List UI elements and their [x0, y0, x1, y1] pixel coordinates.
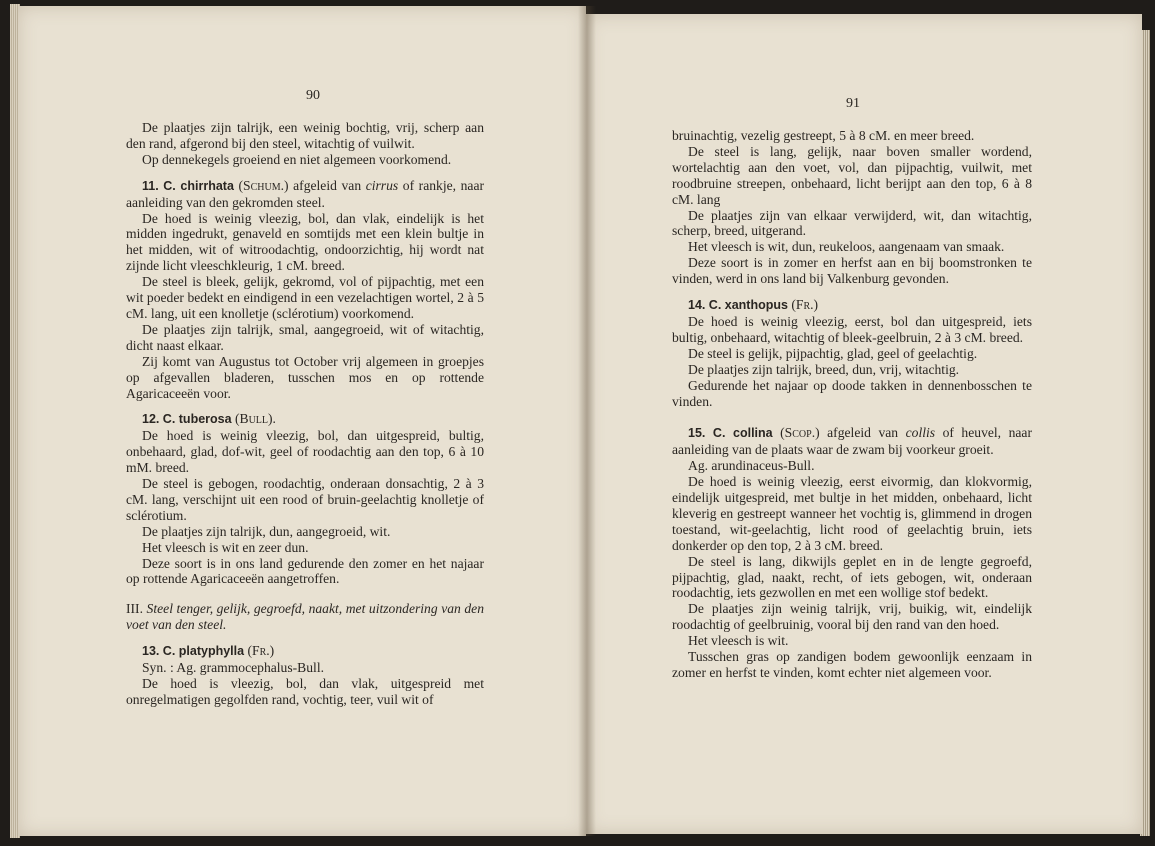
species-author: (Fr.): [247, 643, 275, 659]
entry-number: 14.: [688, 298, 706, 313]
species-author: (Bull).: [234, 411, 276, 427]
paragraph: Deze soort is in zomer en herfst aan en bij boomstronken te vinden, werd in ons land bij Valkenburg gevonden.: [672, 255, 1032, 287]
paragraph: De plaatjes zijn talrijk, een weinig bochtig, vrij, scherp aan den rand, afgerond bij den steel, witachtig of vuilwit.: [126, 120, 484, 151]
paragraph: De steel is gelijk, pijpachtig, glad, geel of geelachtig.: [688, 345, 978, 361]
etymology-italic: collis: [905, 425, 936, 441]
paragraph: De plaatjes zijn van elkaar verwijderd, wit, dan witachtig, scherp, breed, uitgerand.: [672, 207, 1032, 239]
species-entry-12: [126, 411, 484, 428]
entry-number: 13.: [142, 644, 160, 659]
species-name: C. tuberosa: [162, 412, 232, 427]
etymology-text: of heuvel, naar aanleiding van de plaats waar de zwam bij voorkeur groeit.: [672, 425, 1032, 458]
book-gutter: [578, 6, 596, 836]
paragraph: De hoed is vleezig, bol, dan vlak, uitgespreid met onregelmatigen gegolfden rand, vochtig, teer, vuil wit of: [126, 676, 484, 707]
species-entry-13: [126, 643, 484, 660]
paragraph: De steel is lang, dikwijls geplet en in de lengte gegroefd, pijpachtig, glad, naakt, recht, of iets gebogen, wit, onderaan roodachtig, iets gezwollen en met een wollige stof bedekt.: [672, 553, 1032, 601]
right-page: [586, 14, 1142, 834]
right-page-text: [672, 128, 1032, 681]
paragraph: Tusschen gras op zandigen bodem gewoonlijk eenzaam in zomer en herfst te vinden, komt echter niet algemeen voor.: [672, 649, 1032, 680]
paragraph: De hoed is weinig vleezig, eerst, bol dan uitgespreid, iets bultig, onbehaard, witachtig of bleek-geelbruin, 2 à 3 cM. breed.: [672, 313, 1032, 345]
species-author: (Schum.): [238, 177, 289, 193]
paragraph: De plaatjes zijn talrijk, breed, dun, vrij, witachtig.: [688, 361, 960, 377]
paragraph: Deze soort is in ons land gedurende den zomer en het najaar op rottende Agaricaceeën aangetroffen.: [126, 555, 484, 587]
species-author: (Scop.): [780, 425, 820, 441]
section-numeral: III.: [126, 601, 143, 617]
species-entry-14: [672, 297, 1032, 314]
paragraph: De plaatjes zijn weinig talrijk, vrij, buikig, wit, eindelijk roodachtig of geelbruinig, vooral bij den rand van den hoed.: [672, 601, 1032, 633]
paragraph: De plaatjes zijn talrijk, dun, aangegroeid, wit.: [142, 523, 391, 539]
paragraph: Het vleesch is wit.: [688, 633, 789, 649]
paragraph: De hoed is weinig vleezig, bol, dan vlak, eindelijk is het midden ingedrukt, genaveld en somtijds met een klein bultje in het midden, wit of witroodachtig, ondoorzichtig, hij wordt nat zijnde licht vleeschkleurig, 1 cM. breed.: [126, 210, 484, 274]
species-entry-11: [126, 178, 484, 211]
species-name: C. chirrhata: [163, 178, 234, 193]
paragraph: De hoed is weinig vleezig, eerst eivormig, dan klokvormig, eindelijk uitgespreid, met bultje in het midden, onbehaard, licht kleverig en gestreept wanneer het vochtig is, glimmend in drogen toestand, wit-geelachtig, licht rood of geelachtig bruin, iets donkerder op den top, 2 à 3 cM. breed.: [672, 474, 1032, 553]
species-name: C. xanthopus: [708, 298, 788, 313]
etymology-text: of rankje, naar aanleiding van den gekromden steel.: [126, 177, 485, 210]
paragraph: De steel is bleek, gelijk, gekromd, vol of pijpachtig, met een wit poeder bedekt en eindigend in een vezelachtigen wortel, 2 à 5 cM. lang, uit een knolletje (sclérotium) voorkomend.: [126, 274, 484, 321]
section-text: Steel tenger, gelijk, gegroefd, naakt, met uitzondering van den voet van den steel.: [126, 601, 484, 633]
synonym: Ag. arundinaceus-Bull.: [688, 458, 815, 474]
paragraph: Gedurende het najaar op doode takken in dennenbosschen te vinden.: [672, 377, 1032, 409]
species-author: (Fr.): [791, 297, 819, 313]
entry-number: 15.: [688, 426, 706, 441]
etymology-text: afgeleid van: [819, 425, 906, 441]
entry-number: 12.: [142, 412, 160, 427]
section-heading: [126, 601, 484, 633]
page-number-right: 91: [846, 96, 860, 111]
paragraph: bruinachtig, vezelig gestreept, 5 à 8 cM. en meer breed.: [672, 128, 975, 143]
paragraph: De plaatjes zijn talrijk, smal, aangegroeid, wit of witachtig, dicht naast elkaar.: [126, 321, 484, 353]
species-name: C. collina: [712, 426, 773, 441]
paragraph: Zij komt van Augustus tot October vrij algemeen in groepjes op afgevallen bladeren, tusschen mos en op rottende Agaricaceeën voor.: [126, 353, 484, 401]
species-name: C. platyphylla: [162, 644, 245, 659]
etymology-italic: cirrus: [365, 177, 399, 193]
synonym: Syn. : Ag. grammocephalus-Bull.: [142, 660, 324, 676]
left-page-text: [126, 120, 484, 708]
page-number-left: 90: [306, 88, 320, 103]
left-page: [18, 6, 586, 836]
paragraph: Op dennekegels groeiend en niet algemeen voorkomend.: [142, 151, 452, 167]
paragraph: De steel is gebogen, roodachtig, onderaan donsachtig, 2 à 3 cM. lang, verschijnt uit een rood of bruin-geelachtig knolletje of sclérotium.: [126, 476, 484, 523]
species-entry-15: [672, 425, 1032, 458]
entry-number: 11.: [142, 178, 159, 193]
paragraph: Het vleesch is wit, dun, reukeloos, aangenaam van smaak.: [688, 239, 1005, 255]
paragraph: De hoed is weinig vleezig, bol, dan uitgespreid, bultig, onbehaard, glad, dof-wit, geel of roodachtig aan den top, 6 à 10 mM. breed.: [126, 428, 484, 476]
paragraph: De steel is lang, gelijk, naar boven smaller wordend, wortelachtig aan den voet, vol, dan pijpachtig, vuilwit, met roodbruine streepen, onbehaard, licht berijpt aan den top, 6 à 8 cM. lang: [672, 143, 1032, 207]
paragraph: Het vleesch is wit en zeer dun.: [142, 539, 309, 555]
etymology-text: afgeleid van: [288, 177, 366, 193]
